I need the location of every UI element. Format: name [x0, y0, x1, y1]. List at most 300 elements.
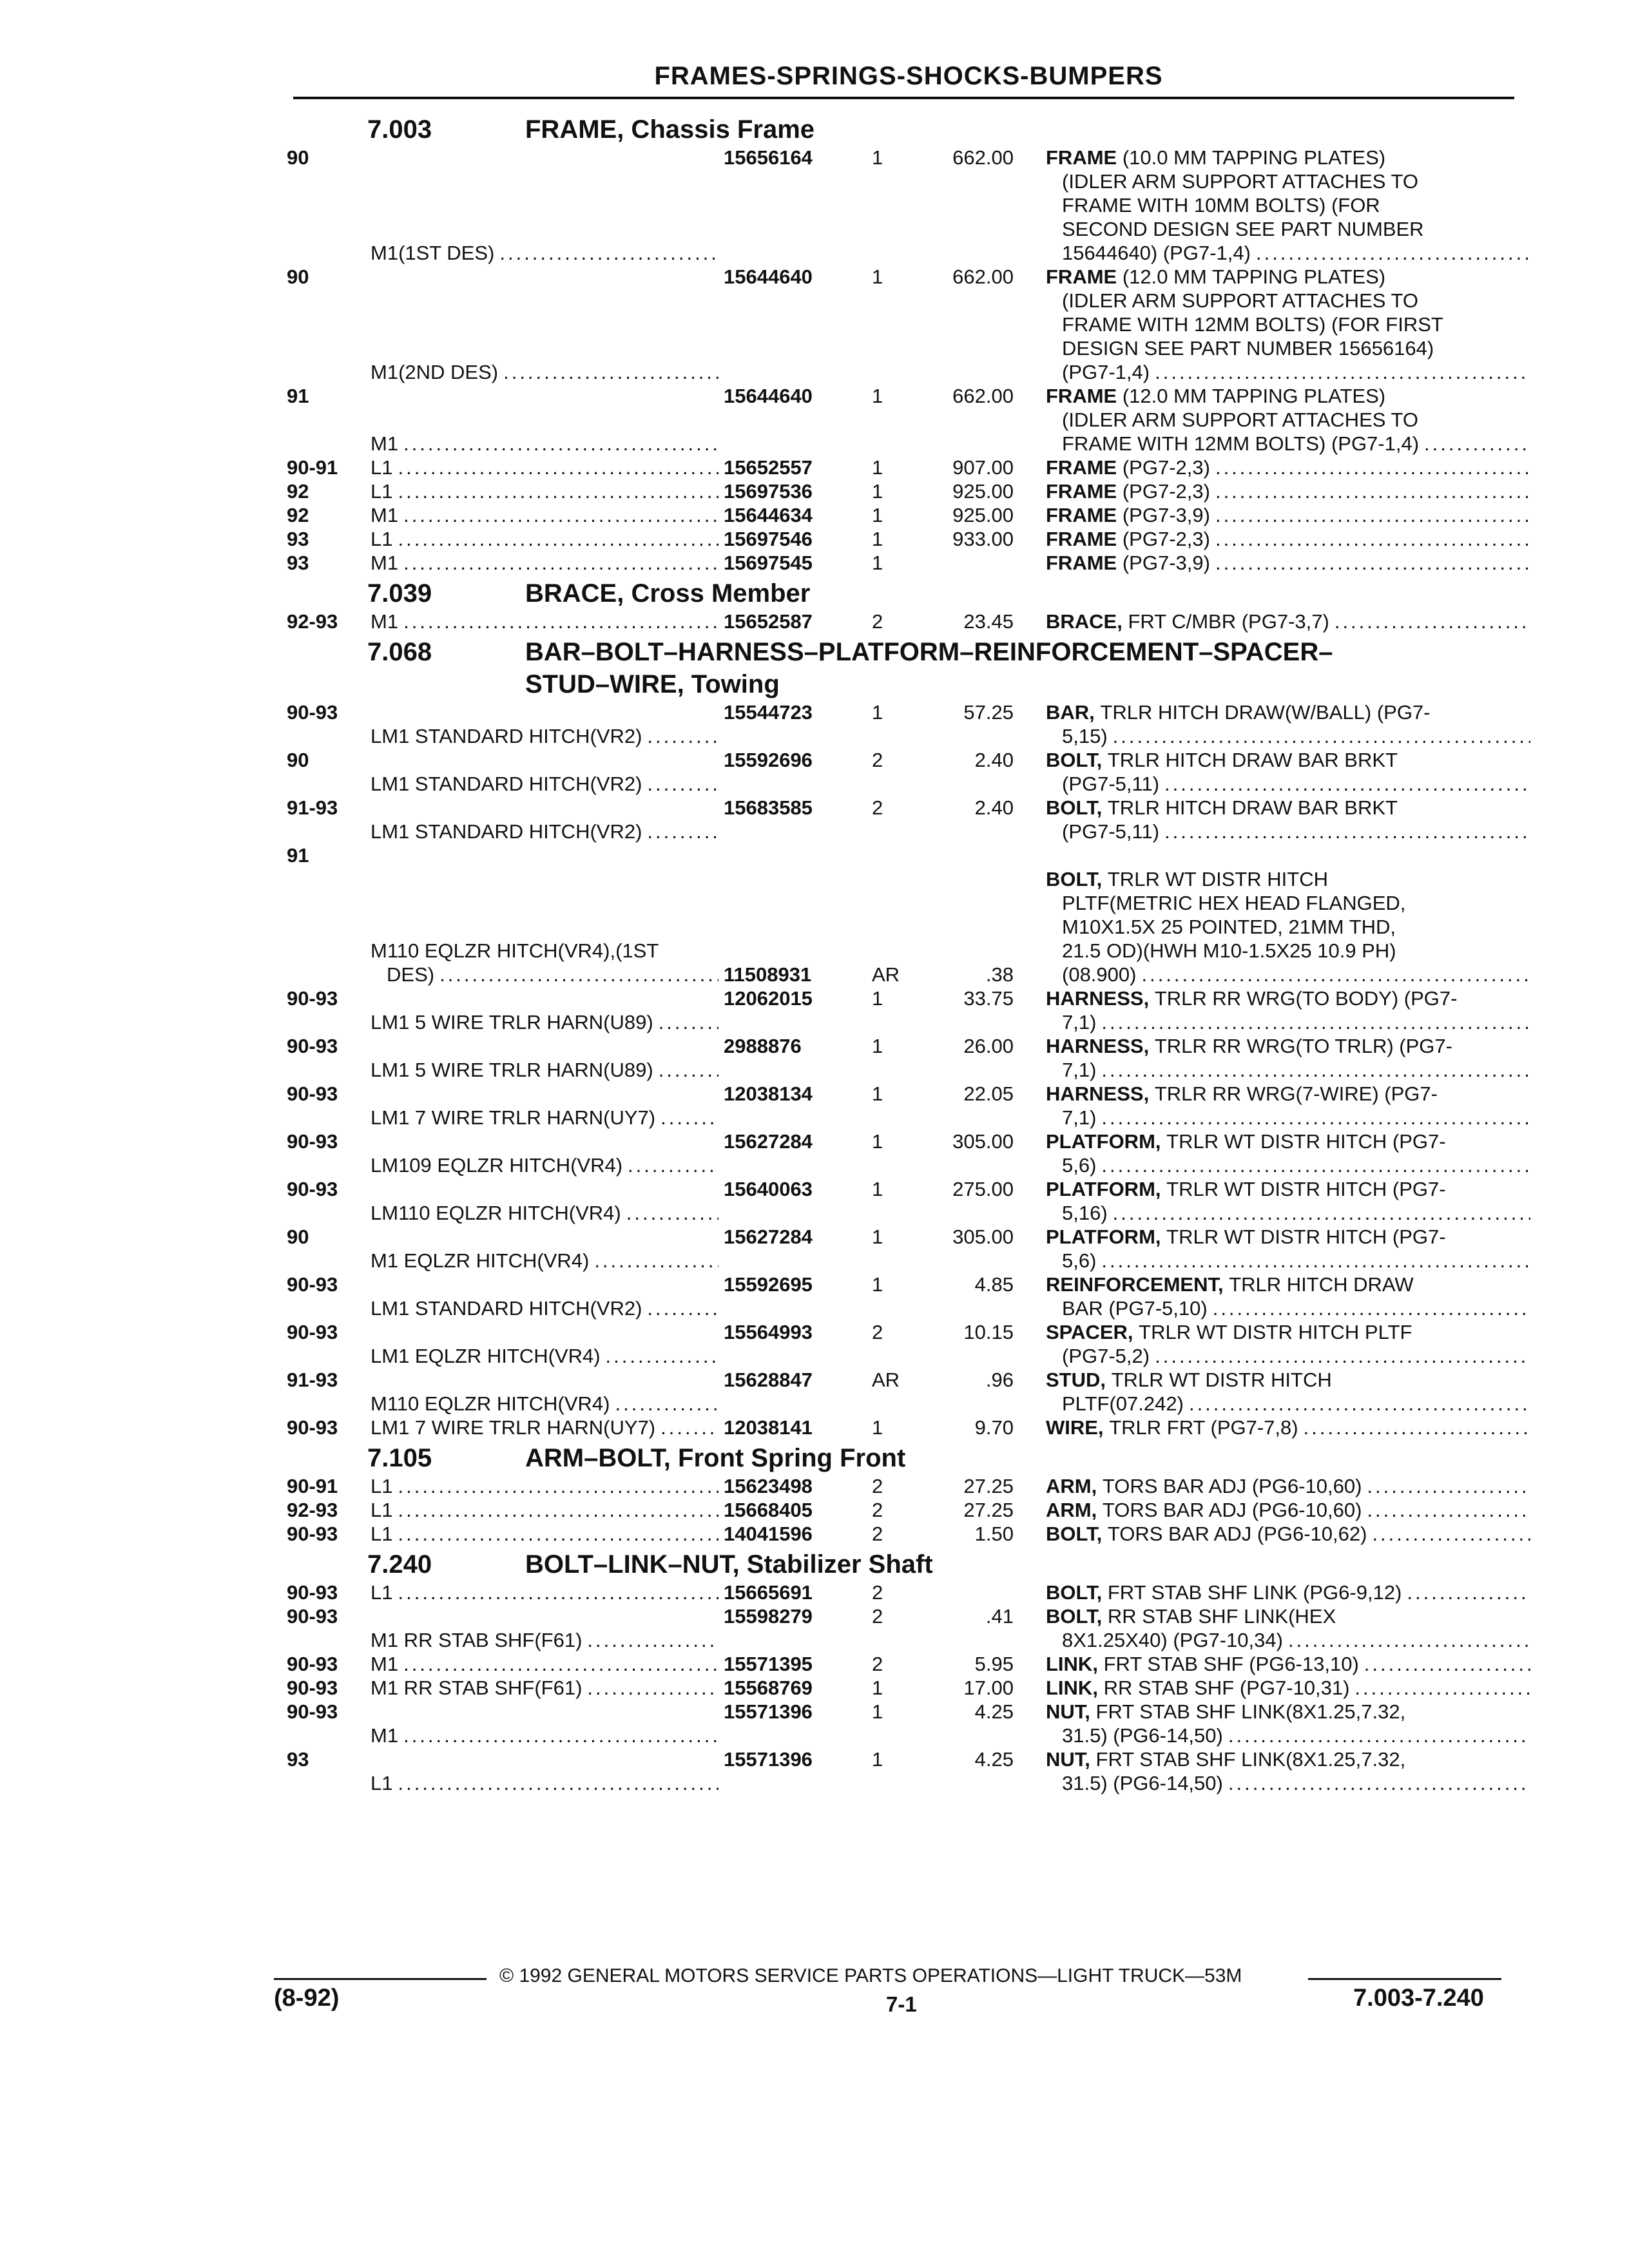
description-text: TRLR HITCH DRAW BAR BRKT	[1107, 749, 1398, 771]
description	[1014, 146, 1536, 265]
description	[1014, 1676, 1536, 1700]
model-year: 92-93	[287, 610, 338, 633]
spacer	[1149, 986, 1155, 1010]
model-code	[371, 384, 724, 456]
section-title	[525, 577, 1492, 610]
quantity: 1	[872, 552, 883, 574]
spacer	[1161, 1225, 1167, 1249]
description-text: FRT STAB SHF LINK(8X1.25,7.32,	[1095, 1748, 1406, 1771]
description-line	[1046, 772, 1536, 796]
table-row	[287, 1320, 1524, 1368]
quantity: 1	[872, 528, 883, 550]
section-title-line: BRACE, Cross Member	[525, 579, 811, 608]
description-line	[1046, 241, 1536, 265]
description-text: TRLR HITCH DRAW BAR BRKT	[1107, 796, 1398, 819]
spacer	[1117, 146, 1123, 169]
description-text: TRLR WT DISTR HITCH (PG7-	[1166, 1178, 1446, 1200]
description-line	[1046, 432, 1536, 456]
section-heading	[287, 577, 1524, 610]
model-code	[371, 986, 724, 1034]
quantity: 2	[872, 1475, 883, 1497]
description-text: (12.0 MM TAPPING PLATES)	[1122, 385, 1386, 407]
section-code: 7.039	[367, 579, 432, 608]
dot-leader	[398, 1581, 718, 1604]
table-row	[287, 1700, 1524, 1747]
part-number: 12038134	[724, 1082, 813, 1105]
price: 4.25	[974, 1700, 1014, 1723]
description-keyword: FRAME	[1046, 528, 1117, 550]
dot-leader	[659, 1010, 718, 1034]
description-line	[1046, 456, 1536, 479]
model-year: 90-93	[287, 1130, 338, 1153]
table-row	[287, 456, 1524, 479]
description-line	[1046, 1320, 1536, 1344]
description-line	[1046, 820, 1536, 843]
description-text: (10.0 MM TAPPING PLATES)	[1122, 146, 1386, 169]
description-text: RR STAB SHF LINK(HEX	[1107, 1605, 1336, 1628]
spacer	[1097, 1498, 1103, 1522]
description-line	[1046, 1344, 1536, 1368]
description-line	[1046, 527, 1536, 551]
description-keyword: BAR,	[1046, 701, 1095, 724]
description-text: 5,6)	[1062, 1154, 1097, 1177]
quantity: 1	[872, 701, 883, 724]
model-code	[371, 1082, 724, 1129]
model-code-line	[371, 963, 724, 986]
description	[1014, 1498, 1536, 1522]
model-code	[371, 1416, 724, 1439]
dot-leader	[398, 456, 718, 479]
description	[1014, 796, 1536, 843]
model-code-text: L1	[371, 1581, 393, 1604]
description-line	[1046, 1034, 1536, 1058]
table-row	[287, 527, 1524, 551]
spacer	[1098, 1652, 1104, 1676]
description-line	[1046, 265, 1536, 289]
description-text: RR STAB SHF (PG7-10,31)	[1103, 1677, 1350, 1699]
description	[1014, 1129, 1536, 1177]
model-code	[371, 146, 724, 265]
footer-rule-left	[274, 1978, 487, 1980]
model-year: 90-93	[287, 1321, 338, 1343]
spacer	[1117, 456, 1123, 479]
price: 10.15	[963, 1321, 1014, 1343]
description-text: SECOND DESIGN SEE PART NUMBER	[1062, 218, 1424, 240]
part-number: 11508931	[724, 963, 812, 986]
dot-leader	[403, 1652, 718, 1676]
description-keyword: PLATFORM,	[1046, 1225, 1161, 1248]
table-row	[287, 1129, 1524, 1177]
model-code-text: L1	[371, 480, 393, 503]
description-text: PLTF(07.242)	[1062, 1392, 1184, 1415]
price: 662.00	[952, 265, 1014, 288]
description	[1014, 1700, 1536, 1747]
description-text: TRLR RR WRG(7-WIRE) (PG7-	[1154, 1082, 1438, 1105]
model-code	[371, 1498, 724, 1522]
description-line	[1046, 748, 1536, 772]
description-text: TRLR WT DISTR HITCH PLTF	[1139, 1321, 1412, 1343]
section-heading	[287, 636, 1524, 700]
section-title	[525, 1548, 1492, 1581]
model-year: 90-93	[287, 1605, 338, 1628]
part-number: 15697536	[724, 480, 813, 503]
description-text: FRT C/MBR (PG7-3,7)	[1128, 610, 1329, 633]
section-heading	[287, 113, 1524, 146]
model-year: 90	[287, 265, 309, 288]
quantity: 2	[872, 749, 883, 771]
model-code	[371, 1320, 724, 1368]
part-number: 15644634	[724, 504, 813, 526]
quantity: 2	[872, 796, 883, 819]
model-year: 90-93	[287, 1082, 338, 1105]
model-year: 90-93	[287, 1273, 338, 1296]
description-line	[1046, 1177, 1536, 1201]
price: 27.25	[963, 1499, 1014, 1521]
description-keyword: FRAME	[1046, 265, 1117, 288]
model-year: 90-93	[287, 1035, 338, 1057]
model-code-text: M1 RR STAB SHF(F61)	[371, 1677, 583, 1699]
description-line	[1046, 1392, 1536, 1416]
dot-leader	[626, 1201, 718, 1225]
dot-leader	[403, 551, 718, 575]
description-keyword: SPACER,	[1046, 1321, 1133, 1343]
part-number: 15571395	[724, 1653, 813, 1675]
section-title-line: FRAME, Chassis Frame	[525, 115, 815, 144]
model-code-text: LM1 EQLZR HITCH(VR4)	[371, 1345, 601, 1367]
table-row	[287, 1177, 1524, 1225]
model-code	[371, 527, 724, 551]
price: 4.85	[974, 1273, 1014, 1296]
price: .38	[985, 963, 1014, 986]
part-number: 15544723	[724, 701, 813, 724]
footer-page-number: 7-1	[886, 1992, 917, 2016]
description-keyword: PLATFORM,	[1046, 1178, 1161, 1200]
spacer	[1097, 1474, 1103, 1498]
model-code-text: M1	[371, 1653, 399, 1675]
description-text: FRT STAB SHF LINK(8X1.25,7.32,	[1095, 1700, 1406, 1723]
table-row	[287, 1368, 1524, 1416]
dot-leader	[660, 1416, 718, 1439]
model-code	[371, 1652, 724, 1676]
description-line	[1046, 915, 1536, 939]
model-code-text: L1	[371, 1523, 393, 1545]
description-line	[1046, 193, 1536, 217]
quantity: 2	[872, 1605, 883, 1628]
description-keyword: BOLT,	[1046, 868, 1103, 890]
description	[1014, 1273, 1536, 1320]
description-text: M10X1.5X 25 POINTED, 21MM THD,	[1062, 916, 1396, 938]
model-year: 91-93	[287, 1369, 338, 1391]
model-year: 91	[287, 385, 309, 407]
description-line	[1046, 1225, 1536, 1249]
description	[1014, 503, 1536, 527]
description-line	[1046, 700, 1536, 724]
description	[1014, 265, 1536, 384]
table-row	[287, 146, 1524, 265]
part-number: 15652557	[724, 456, 813, 479]
description-keyword: FRAME	[1046, 480, 1117, 503]
dot-leader	[1164, 820, 1530, 843]
model-code	[371, 1177, 724, 1225]
dot-leader	[628, 1153, 718, 1177]
description-text: (PG7-2,3)	[1122, 480, 1210, 503]
spacer	[1102, 1581, 1108, 1604]
description-text: TORS BAR ADJ (PG6-10,60)	[1102, 1475, 1362, 1497]
section-code: 7.240	[367, 1550, 432, 1579]
description-line	[1046, 408, 1536, 432]
description-line	[1046, 1724, 1536, 1747]
description-line	[1046, 1296, 1536, 1320]
part-number: 15668405	[724, 1499, 813, 1521]
model-year: 91	[287, 844, 309, 867]
model-year: 90-93	[287, 1416, 338, 1439]
dot-leader	[398, 527, 718, 551]
description-text: 7,1)	[1062, 1011, 1097, 1033]
table-row	[287, 1498, 1524, 1522]
part-number: 15598279	[724, 1605, 813, 1628]
description-keyword: BOLT,	[1046, 1605, 1103, 1628]
model-year: 90	[287, 749, 309, 771]
description-line	[1046, 1747, 1536, 1771]
spacer	[1106, 1368, 1112, 1392]
description-keyword: HARNESS,	[1046, 1082, 1150, 1105]
part-number: 15697546	[724, 528, 813, 550]
description	[1014, 1747, 1536, 1795]
model-code-text: M1	[371, 610, 399, 633]
description-text: TORS BAR ADJ (PG6-10,60)	[1102, 1499, 1362, 1521]
price: 1.50	[974, 1523, 1014, 1545]
description	[1014, 1652, 1536, 1676]
dot-leader	[1335, 610, 1530, 633]
description	[1014, 551, 1536, 575]
table-row	[287, 1034, 1524, 1082]
description	[1014, 456, 1536, 479]
model-year: 90-93	[287, 987, 338, 1010]
description-text: TRLR HITCH DRAW	[1229, 1273, 1414, 1296]
description-text: TRLR WT DISTR HITCH (PG7-	[1166, 1130, 1446, 1153]
dot-leader	[1213, 1296, 1530, 1320]
footer-date: (8-92)	[274, 1984, 340, 2012]
description-keyword: ARM,	[1046, 1499, 1097, 1521]
model-year: 90	[287, 146, 309, 169]
dot-leader	[594, 1249, 718, 1273]
header-rule	[293, 97, 1514, 99]
description	[1014, 986, 1536, 1034]
description-line	[1046, 169, 1536, 193]
model-year: 92	[287, 504, 309, 526]
description-line	[1046, 1604, 1536, 1628]
footer-rule-right	[1308, 1978, 1501, 1980]
section-title-line: BOLT–LINK–NUT, Stabilizer Shaft	[525, 1550, 933, 1579]
part-number: 15568769	[724, 1677, 813, 1699]
price: 925.00	[952, 480, 1014, 503]
description-text: PLTF(METRIC HEX HEAD FLANGED,	[1062, 892, 1406, 914]
description-line	[1046, 1368, 1536, 1392]
dot-leader	[1215, 551, 1530, 575]
description-line	[1046, 1676, 1536, 1700]
spacer	[1117, 265, 1123, 289]
description-keyword: FRAME	[1046, 385, 1117, 407]
description-text: 21.5 OD)(HWH M10-1.5X25 10.9 PH)	[1062, 939, 1396, 962]
description-text: (IDLER ARM SUPPORT ATTACHES TO	[1062, 408, 1418, 431]
description-line	[1046, 1249, 1536, 1273]
description-line	[1046, 1201, 1536, 1225]
description	[1014, 1225, 1536, 1273]
dot-leader	[1215, 456, 1530, 479]
description-text: (PG7-5,11)	[1062, 773, 1160, 795]
description-line	[1046, 1058, 1536, 1082]
description-line	[1046, 1498, 1536, 1522]
table-row	[287, 551, 1524, 575]
dot-leader	[1189, 1392, 1530, 1416]
spacer	[1104, 1416, 1110, 1439]
spacer	[1149, 1082, 1155, 1106]
spacer	[1095, 700, 1101, 724]
dot-leader	[403, 610, 718, 633]
description-text: BAR (PG7-5,10)	[1062, 1297, 1208, 1320]
description-text: (PG7-5,11)	[1062, 820, 1160, 843]
section-code: 7.003	[367, 115, 432, 144]
model-code	[371, 1129, 724, 1177]
description	[1014, 700, 1536, 748]
table-row	[287, 700, 1524, 748]
description-text: FRAME WITH 10MM BOLTS) (FOR	[1062, 194, 1380, 216]
description-line	[1046, 217, 1536, 241]
dot-leader	[1141, 963, 1530, 986]
model-code	[371, 700, 724, 748]
parts-catalog	[287, 111, 1524, 1795]
description-text: (IDLER ARM SUPPORT ATTACHES TO	[1062, 170, 1418, 193]
description-keyword: LINK,	[1046, 1677, 1098, 1699]
part-number: 12062015	[724, 987, 813, 1010]
part-number: 15623498	[724, 1475, 813, 1497]
description-text: 5,6)	[1062, 1249, 1097, 1272]
dot-leader	[1113, 1201, 1530, 1225]
price: 662.00	[952, 385, 1014, 407]
description-keyword: BOLT,	[1046, 749, 1103, 771]
part-number: 15644640	[724, 265, 813, 288]
quantity: 1	[872, 265, 883, 288]
model-year: 90-93	[287, 1178, 338, 1200]
section-title-line: BAR–BOLT–HARNESS–PLATFORM–REINFORCEMENT–SPACER–	[525, 638, 1333, 666]
model-code	[371, 796, 724, 843]
model-code-line: M110 EQLZR HITCH(VR4),(1ST	[371, 939, 659, 962]
quantity: 1	[872, 1416, 883, 1439]
table-row	[287, 1082, 1524, 1129]
spacer	[1133, 1320, 1139, 1344]
part-number: 15571396	[724, 1700, 813, 1723]
description	[1014, 527, 1536, 551]
quantity: 1	[872, 504, 883, 526]
model-code-wrap	[371, 939, 724, 986]
dot-leader	[398, 1522, 718, 1546]
part-number: 14041596	[724, 1523, 813, 1545]
description-line	[1046, 1010, 1536, 1034]
dot-leader	[1113, 724, 1530, 748]
description-text: 15644640) (PG7-1,4)	[1062, 242, 1251, 264]
description-text: 31.5) (PG6-14,50)	[1062, 1724, 1223, 1747]
spacer	[1090, 1700, 1096, 1724]
page-header: FRAMES-SPRINGS-SHOCKS-BUMPERS	[654, 62, 1163, 90]
description-text: TRLR FRT (PG7-7,8)	[1109, 1416, 1298, 1439]
table-row	[287, 796, 1524, 843]
model-code-text: DES)	[387, 963, 435, 986]
description	[1014, 843, 1536, 986]
description-keyword: NUT,	[1046, 1700, 1090, 1723]
model-code-text: M1 EQLZR HITCH(VR4)	[371, 1249, 590, 1272]
description	[1014, 1581, 1536, 1604]
spacer	[1090, 1747, 1096, 1771]
dot-leader	[1256, 241, 1530, 265]
description-line	[1046, 1522, 1536, 1546]
model-code	[371, 1225, 724, 1273]
description-keyword: LINK,	[1046, 1653, 1098, 1675]
dot-leader	[1155, 360, 1530, 384]
price	[923, 551, 1014, 575]
price: 305.00	[952, 1225, 1014, 1248]
spacer	[1117, 479, 1123, 503]
model-year: 90-93	[287, 1653, 338, 1675]
description-keyword: FRAME	[1046, 456, 1117, 479]
description-line	[1046, 503, 1536, 527]
description-keyword: FRAME	[1046, 552, 1117, 574]
dot-leader	[398, 479, 718, 503]
description-text: (PG7-2,3)	[1122, 456, 1210, 479]
description-text: TRLR RR WRG(TO TRLR) (PG7-	[1154, 1035, 1452, 1057]
section-title	[525, 636, 1492, 700]
description	[1014, 748, 1536, 796]
description-text: TRLR HITCH DRAW(W/BALL) (PG7-	[1100, 701, 1431, 724]
spacer	[1149, 1034, 1155, 1058]
description	[1014, 1368, 1536, 1416]
model-code-text: M1	[371, 432, 399, 455]
dot-leader	[1155, 1344, 1530, 1368]
model-code	[371, 265, 724, 384]
description-keyword: HARNESS,	[1046, 1035, 1150, 1057]
description-line	[1046, 1106, 1536, 1129]
price: 57.25	[963, 701, 1014, 724]
description-text: 5,15)	[1062, 725, 1108, 747]
section-heading	[287, 1442, 1524, 1474]
spacer	[1102, 748, 1108, 772]
description-line	[1046, 384, 1536, 408]
part-number: 15697545	[724, 552, 813, 574]
description-line	[1046, 1273, 1536, 1296]
quantity: 2	[872, 610, 883, 633]
part-number: 2988876	[724, 1035, 802, 1057]
table-row	[287, 1652, 1524, 1676]
description-keyword: NUT,	[1046, 1748, 1090, 1771]
quantity: 2	[872, 1499, 883, 1521]
model-code-text: M1(1ST DES)	[371, 242, 495, 264]
description-text: (08.900)	[1062, 963, 1137, 986]
model-code	[371, 1700, 724, 1747]
dot-leader	[1304, 1416, 1530, 1439]
description-keyword: BOLT,	[1046, 1581, 1103, 1604]
description-text: 7,1)	[1062, 1059, 1097, 1081]
description	[1014, 610, 1536, 633]
dot-leader	[1215, 479, 1530, 503]
model-code-text: M1	[371, 1724, 399, 1747]
description	[1014, 1604, 1536, 1652]
model-code	[371, 551, 724, 575]
model-code	[371, 748, 724, 796]
dot-leader	[1215, 503, 1530, 527]
price: .41	[985, 1605, 1014, 1628]
model-code-text: LM109 EQLZR HITCH(VR4)	[371, 1154, 623, 1177]
quantity: 1	[872, 1082, 883, 1105]
model-code	[371, 1581, 724, 1604]
